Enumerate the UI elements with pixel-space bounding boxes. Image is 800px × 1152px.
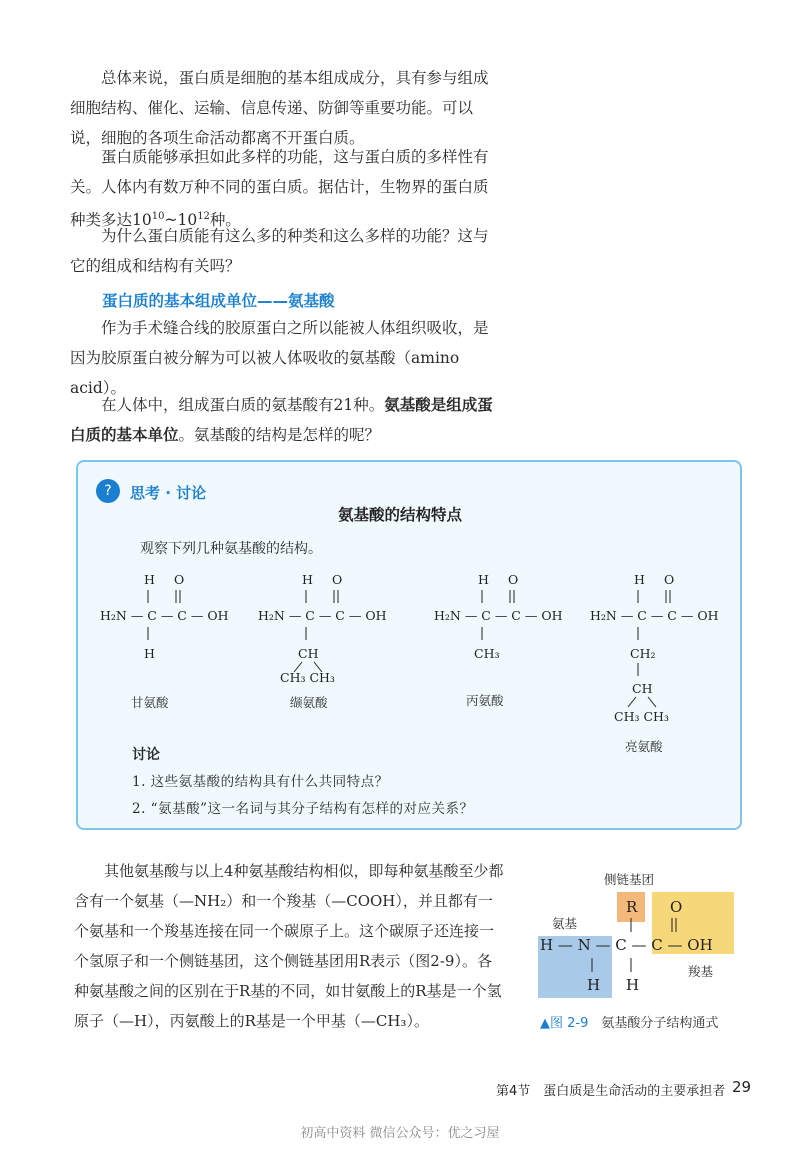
chapter-footer: 第4节 蛋白质是生命活动的主要承担者 xyxy=(496,1084,726,1099)
svg-text:O: O xyxy=(664,572,675,587)
svg-text:H₂N — C — C — OH: H₂N — C — C — OH xyxy=(590,608,719,623)
svg-text:H: H xyxy=(144,646,155,661)
svg-text:H₂N — C — C — OH: H₂N — C — C — OH xyxy=(434,608,563,623)
svg-text:H: H xyxy=(478,572,489,587)
svg-text:H — N — C — C — OH: H — N — C — C — OH xyxy=(540,936,713,954)
svg-text:O: O xyxy=(670,898,683,916)
carboxyl-label: 羧基 xyxy=(688,964,714,979)
svg-text:H₂N — C — C — OH: H₂N — C — C — OH xyxy=(258,608,387,623)
figure-caption: ▲图 2-9 氨基酸分子结构通式 xyxy=(540,1016,719,1031)
svg-text:H: H xyxy=(634,572,645,587)
question-2: 2. “氨基酸”这一名词与其分子结构有怎样的对应关系？ xyxy=(132,801,474,817)
svg-text:CH₃: CH₃ xyxy=(474,646,500,661)
glycine-name: 甘氨酸 xyxy=(131,695,169,710)
svg-text:CH: CH xyxy=(298,646,319,661)
question-1: 1. 这些氨基酸的结构具有什么共同特点？ xyxy=(132,774,389,790)
paragraph-protein-function: 总体来说，蛋白质是细胞的基本组成成分，具有参与组成细胞结构、催化、运输、信息传递、防御等重要功能。可以说，细胞的各项生命活动都离不开蛋白质。 xyxy=(70,69,489,147)
svg-text:O: O xyxy=(174,572,185,587)
paragraph-general-structure: 其他氨基酸与以上4种氨基酸结构相似，即每种氨基酸至少都含有一个氨基（—NH₂）和一个羧基（—COOH），并且都有一个氨基和一个羧基连接在同一个碳原子上。这个碳原子还连接一个氢原子和一个侧链基团，这个侧链基团用R表示（图2-9）。各种氨基酸之间的区别在于R基的不同，如甘氨酸上的R基是一个氢原子（—H），丙氨酸上的R基是一个甲基（—CH₃）。 xyxy=(74,862,504,1030)
observe-instruction: 观察下列几种氨基酸的结构。 xyxy=(140,541,322,557)
svg-text:CH₃ CH₃: CH₃ CH₃ xyxy=(280,670,335,685)
valine-structure xyxy=(258,572,387,685)
glycine-structure xyxy=(100,572,229,661)
side-chain-label: 侧链基团 xyxy=(604,872,655,887)
svg-text:H₂N — C — C — OH: H₂N — C — C — OH xyxy=(100,608,229,623)
svg-text:H: H xyxy=(587,976,601,994)
svg-text:H: H xyxy=(302,572,313,587)
svg-text:CH: CH xyxy=(632,681,653,696)
section-title: 蛋白质的基本组成单位——氨基酸 xyxy=(102,292,335,310)
watermark: 初高中资料 微信公众号：优之习屋 xyxy=(300,1126,500,1141)
amino-acid-structures xyxy=(90,565,740,740)
svg-text:CH₃ CH₃: CH₃ CH₃ xyxy=(614,709,669,724)
leucine-name: 亮氨酸 xyxy=(625,739,663,754)
svg-text:R: R xyxy=(626,898,638,916)
svg-text:H: H xyxy=(626,976,640,994)
box-label: 思考 · 讨论 xyxy=(130,484,207,502)
svg-text:H: H xyxy=(144,572,155,587)
leucine-structure xyxy=(590,572,719,724)
general-formula xyxy=(536,892,746,1002)
discussion-heading: 讨论 xyxy=(132,747,160,763)
paragraph-question: 为什么蛋白质能有这么多的种类和这么多样的功能？这与它的组成和结构有关吗？ xyxy=(70,227,489,275)
lightbulb-icon: ? xyxy=(96,479,120,503)
alanine-name: 丙氨酸 xyxy=(466,693,504,708)
svg-text:O: O xyxy=(508,572,519,587)
page-number: 29 xyxy=(732,1078,752,1096)
svg-text:O: O xyxy=(332,572,343,587)
paragraph-protein-diversity: 蛋白质能够承担如此多样的功能，这与蛋白质的多样性有关。人体内有数万种不同的蛋白质。据估计，生物界的蛋白质种类多达$10^{10}\sim 10^{12}$种。 xyxy=(70,148,489,230)
paragraph-collagen: 作为手术缝合线的胶原蛋白之所以能被人体组织吸收，是因为胶原蛋白被分解为可以被人体吸收的氨基酸（amino acid）。 xyxy=(70,319,489,397)
alanine-structure xyxy=(434,572,563,661)
paragraph-amino-unit: 在人体中，组成蛋白质的氨基酸有21种。氨基酸是组成蛋白质的基本单位。氨基酸的结构是怎样的呢？ xyxy=(70,396,493,444)
svg-text:CH₂: CH₂ xyxy=(630,646,656,661)
valine-name: 缬氨酸 xyxy=(290,695,328,710)
box-title: 氨基酸的结构特点 xyxy=(337,506,462,524)
amino-label: 氨基 xyxy=(552,916,578,931)
